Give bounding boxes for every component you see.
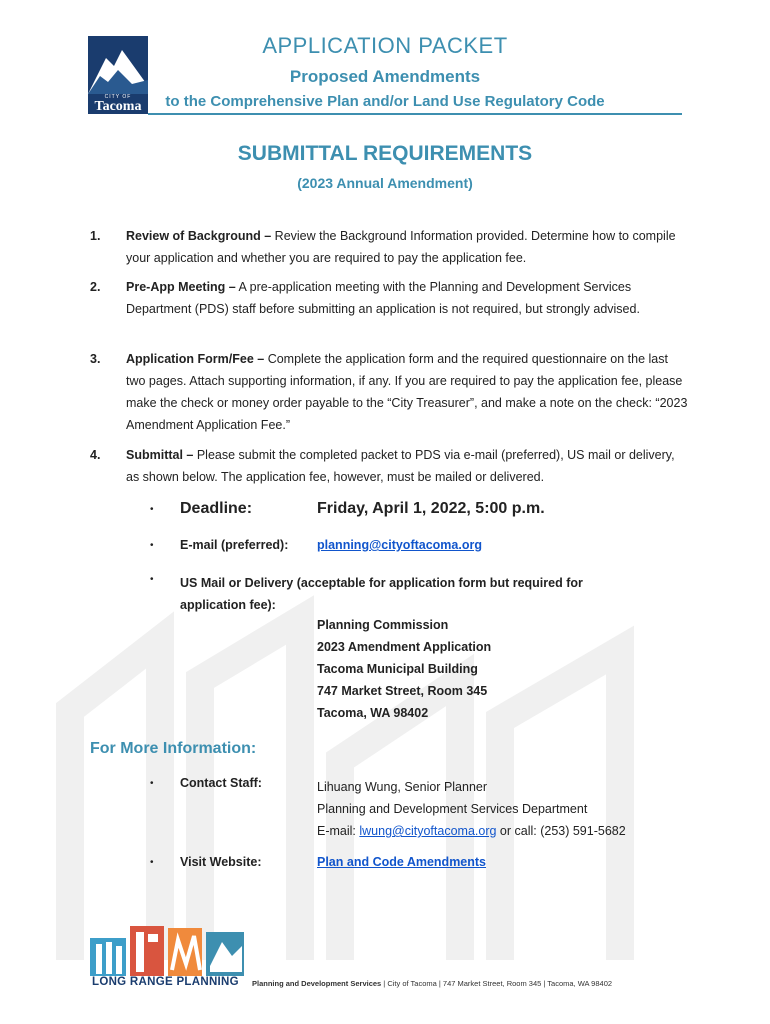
contact-email-link[interactable]: lwung@cityoftacoma.org: [359, 824, 497, 838]
address-line: 2023 Amendment Application: [317, 640, 492, 654]
footer-address-line: [252, 979, 612, 988]
item-lead: Pre-App Meeting –: [126, 280, 236, 294]
contact-name: Lihuang Wung, Senior Planner: [317, 780, 488, 794]
deadline-value: Friday, April 1, 2022, 5:00 p.m.: [317, 500, 545, 517]
item-number: 3.: [90, 352, 101, 366]
contact-phone: or call: (253) 591-5682: [496, 824, 626, 838]
item-lead: Submittal –: [126, 448, 194, 462]
bullet: •: [150, 778, 154, 789]
bullet: •: [150, 504, 154, 515]
item-lead: Review of Background –: [126, 229, 272, 243]
requirement-item-1: [90, 225, 690, 269]
website-label: Visit Website:: [180, 855, 262, 869]
footer-address: | City of Tacoma | 747 Market Street, Room 345 | Tacoma, WA 98402: [381, 979, 613, 988]
item-number: 4.: [90, 448, 101, 462]
mailing-address: [317, 614, 491, 724]
mail-label-line-2: application fee):: [180, 598, 276, 612]
address-line: Tacoma, WA 98402: [317, 706, 429, 720]
footer-brand: LONG RANGE PLANNING: [92, 976, 239, 988]
mail-label-line-1: US Mail or Delivery (acceptable for application form but required for: [180, 576, 583, 590]
planning-email-link[interactable]: planning@cityoftacoma.org: [317, 538, 482, 552]
address-line: Planning Commission: [317, 618, 449, 632]
mail-label: [180, 572, 680, 616]
mountain-icon: [88, 36, 148, 94]
contact-email-prefix: E-mail:: [317, 824, 360, 838]
item-text: A pre-application meeting with the Planning and Development Services Department (PDS) staff before submitting an application is not required, but strongly advised.: [126, 280, 640, 316]
address-line: 747 Market Street, Room 345: [317, 684, 488, 698]
footer-dept: Planning and Development Services: [252, 979, 382, 988]
page-title: APPLICATION PACKET: [262, 33, 508, 58]
logo-tacoma: Tacoma: [94, 99, 142, 114]
item-text: Complete the application form and the required questionnaire on the last two pages. Attach supporting information, if any. If you are required to pay the application fee, please make the check or money order payable to the “City Treasurer”, and make a note on the check: “2023 Amendment Application Fee.”: [126, 352, 688, 432]
page-subtitle-1: Proposed Amendments: [289, 67, 481, 86]
item-lead: Application Form/Fee –: [126, 352, 265, 366]
logo-city-of: CITY OF: [104, 94, 132, 100]
bullet: •: [150, 857, 154, 868]
requirement-item-4: [90, 444, 690, 488]
item-number: 2.: [90, 280, 101, 294]
plan-code-amendments-link[interactable]: Plan and Code Amendments: [317, 855, 487, 869]
item-number: 1.: [90, 229, 101, 243]
address-line: Tacoma Municipal Building: [317, 662, 478, 676]
page-subtitle-2: to the Comprehensive Plan and/or Land Use Regulatory Code: [165, 93, 605, 110]
contact-label: Contact Staff:: [180, 776, 262, 790]
item-text: Please submit the completed packet to PDS via e-mail (preferred), US mail or delivery, as shown below. The application fee, however, must be mailed or delivered.: [126, 448, 675, 484]
requirement-item-2: [90, 276, 690, 320]
item-text: Review the Background Information provided. Determine how to compile your application and whether you are required to pay the application fee.: [126, 229, 676, 265]
section-subtitle: (2023 Annual Amendment): [297, 175, 473, 191]
bullet: •: [150, 540, 154, 551]
more-info-heading: For More Information:: [90, 740, 257, 757]
contact-details: [317, 776, 626, 842]
tacoma-logo: [88, 36, 148, 114]
email-label: E-mail (preferred):: [180, 538, 289, 552]
contact-department: Planning and Development Services Department: [317, 802, 588, 816]
requirement-item-3: [90, 348, 690, 436]
header-divider: [148, 113, 682, 115]
bullet: •: [150, 574, 154, 585]
deadline-label: Deadline:: [180, 500, 253, 517]
section-title: SUBMITTAL REQUIREMENTS: [237, 142, 533, 165]
